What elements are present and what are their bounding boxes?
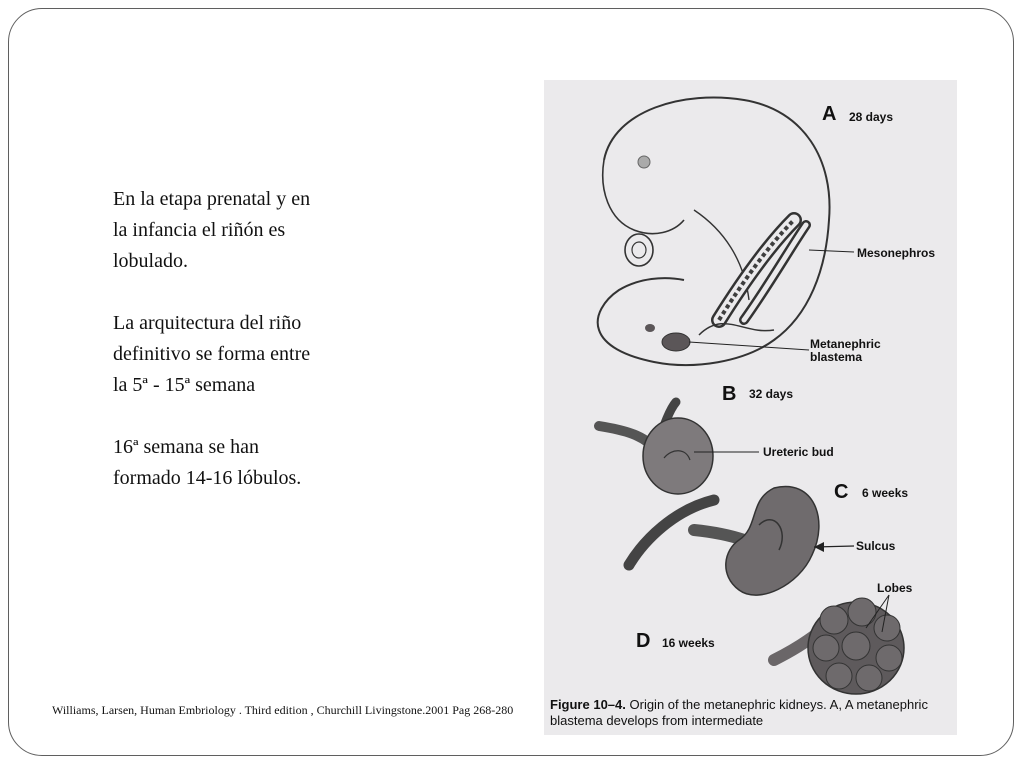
panel-b-stage: 32 days — [749, 387, 794, 401]
panel-b-letter: B — [722, 383, 737, 405]
label-sulcus: Sulcus — [856, 539, 896, 553]
label-blastema: blastema — [810, 350, 863, 364]
caption-title: Figure 10–4. — [550, 697, 626, 712]
paragraph-prenatal-lobulation: En la etapa prenatal y en la infancia el riñón es lobulado. — [113, 188, 311, 272]
label-ureteric-bud: Ureteric bud — [763, 445, 834, 459]
panel-d-letter: D — [636, 630, 651, 652]
label-lobes: Lobes — [877, 581, 913, 595]
panel-a-stage: 28 days — [849, 110, 894, 124]
panel-c-stage: 6 weeks — [862, 486, 909, 500]
embryology-figure — [544, 80, 957, 735]
figure-caption — [550, 697, 950, 729]
label-mesonephros: Mesonephros — [857, 246, 936, 260]
body-text — [113, 184, 313, 494]
citation: Williams, Larsen, Human Embriology . Third edition , Churchill Livingstone.2001 Pag 268-280 — [52, 703, 514, 717]
panel-d-stage: 16 weeks — [662, 636, 715, 650]
panel-c-letter: C — [834, 481, 849, 503]
paragraph-architecture-weeks: La arquitectura del riño definitivo se forma entre la 5ª - 15ª semana — [113, 312, 311, 396]
caption-text: Origin of the metanephric kidneys. A, A metanephric blastema develops from intermediate — [550, 697, 928, 728]
paragraph-lobe-count: 16ª semana se han formado 14-16 lóbulos. — [113, 436, 302, 489]
panel-a-letter: A — [822, 103, 837, 125]
bleed-through-text — [548, 80, 952, 690]
label-metanephric: Metanephric — [810, 337, 881, 351]
